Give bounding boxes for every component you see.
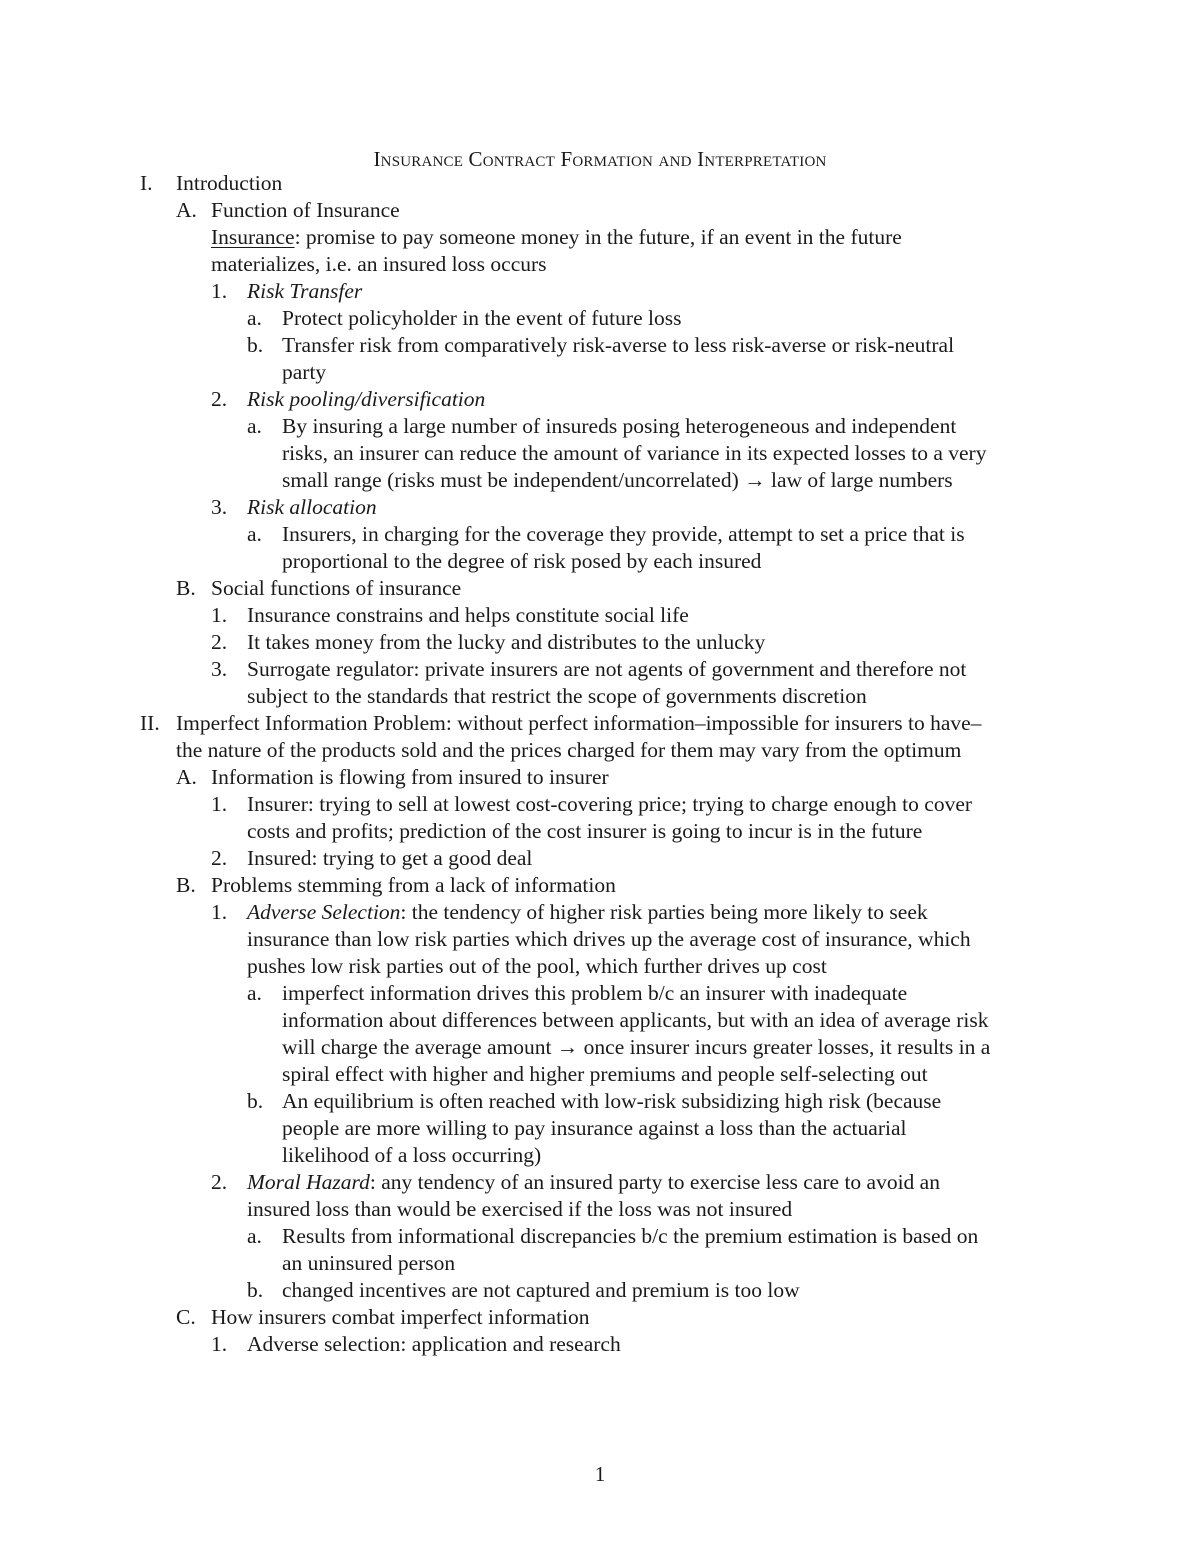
subsection-marker: C. (176, 1305, 196, 1329)
section-text: the nature of the products sold and the prices charged for them may vary from the optimum (176, 738, 962, 762)
item-text: It takes money from the lucky and distributes to the unlucky (247, 630, 766, 654)
item-marker: 2. (211, 387, 228, 411)
subitem-text: will charge the average amount → once insurer incurs greater losses, it results in a (282, 1035, 991, 1059)
item-text: Insurance constrains and helps constitute social life (247, 603, 689, 627)
definition-line (211, 224, 902, 251)
subitem-marker: a. (247, 981, 262, 1005)
subitem-text: proportional to the degree of risk posed by each insured (282, 549, 762, 573)
item-term: Moral Hazard (247, 1170, 370, 1194)
subitem-text: Protect policyholder in the event of future loss (282, 306, 682, 330)
section-marker: II. (140, 711, 160, 735)
subsection-marker: B. (176, 576, 196, 600)
item-text: pushes low risk parties out of the pool, which further drives up cost (247, 954, 827, 978)
section-heading: Introduction (176, 171, 283, 195)
item-text: insured loss than would be exercised if the loss was not insured (247, 1197, 793, 1221)
defined-term: Insurance (211, 225, 295, 249)
item-text (247, 1169, 940, 1196)
item-marker: 1. (211, 900, 228, 924)
item-marker: 2. (211, 1170, 228, 1194)
subitem-marker: a. (247, 1224, 262, 1248)
subitem-text: an uninsured person (282, 1251, 456, 1275)
subsection-marker: B. (176, 873, 196, 897)
item-text: Adverse selection: application and research (247, 1332, 621, 1356)
subitem-text: An equilibrium is often reached with low-risk subsidizing high risk (because (282, 1089, 942, 1113)
subsection-heading: Information is flowing from insured to insurer (211, 765, 609, 789)
item-text: subject to the standards that restrict the scope of governments discretion (247, 684, 867, 708)
document-title: Insurance Contract Formation and Interpretation (373, 147, 827, 171)
item-marker: 1. (211, 603, 228, 627)
subitem-text: changed incentives are not captured and premium is too low (282, 1278, 800, 1302)
definition-text: : promise to pay someone money in the future, if an event in the future (294, 225, 902, 249)
item-marker: 1. (211, 792, 228, 816)
subitem-marker: b. (247, 1089, 264, 1113)
item-heading: Risk Transfer (247, 279, 363, 303)
subitem-text: party (282, 360, 327, 384)
subitem-text: information about differences between applicants, but with an idea of average risk (282, 1008, 989, 1032)
subitem-text: Transfer risk from comparatively risk-averse to less risk-averse or risk-neutral (282, 333, 955, 357)
subitem-text: spiral effect with higher and higher premiums and people self-selecting out (282, 1062, 928, 1086)
item-text: insurance than low risk parties which drives up the average cost of insurance, which (247, 927, 971, 951)
definition-line: materializes, i.e. an insured loss occurs (211, 252, 547, 276)
subitem-text: risks, an insurer can reduce the amount of variance in its expected losses to a very (282, 441, 987, 465)
subsection-heading: Function of Insurance (211, 198, 400, 222)
item-term: Adverse Selection (247, 900, 401, 924)
item-text: Insured: trying to get a good deal (247, 846, 533, 870)
subsection-heading: Problems stemming from a lack of information (211, 873, 616, 897)
subsection-heading: Social functions of insurance (211, 576, 462, 600)
item-text (247, 899, 928, 926)
subitem-text: people are more willing to pay insurance against a loss than the actuarial (282, 1116, 907, 1140)
item-text: Insurer: trying to sell at lowest cost-covering price; trying to charge enough to cover (247, 792, 973, 816)
subitem-text: Insurers, in charging for the coverage they provide, attempt to set a price that is (282, 522, 965, 546)
section-marker: I. (140, 171, 153, 195)
item-heading: Risk allocation (247, 495, 377, 519)
subitem-marker: b. (247, 1278, 264, 1302)
item-marker: 3. (211, 657, 228, 681)
item-definition: : the tendency of higher risk parties being more likely to seek (400, 900, 928, 924)
section-text: Imperfect Information Problem: without perfect information–impossible for insurers to have– (176, 711, 982, 735)
item-definition: : any tendency of an insured party to exercise less care to avoid an (369, 1170, 940, 1194)
subitem-marker: a. (247, 522, 262, 546)
item-marker: 3. (211, 495, 228, 519)
subitem-text: likelihood of a loss occurring) (282, 1143, 542, 1167)
subitem-marker: b. (247, 333, 264, 357)
subitem-text: small range (risks must be independent/uncorrelated) → law of large numbers (282, 468, 953, 492)
subitem-marker: a. (247, 306, 262, 330)
subsection-marker: A. (176, 198, 197, 222)
item-heading: Risk pooling/diversification (247, 387, 486, 411)
item-marker: 2. (211, 846, 228, 870)
item-text: costs and profits; prediction of the cost insurer is going to incur is in the future (247, 819, 923, 843)
subsection-marker: A. (176, 765, 197, 789)
subitem-marker: a. (247, 414, 262, 438)
page-number: 1 (594, 1462, 606, 1486)
item-text: Surrogate regulator: private insurers are not agents of government and therefore not (247, 657, 967, 681)
item-marker: 1. (211, 279, 228, 303)
item-marker: 1. (211, 1332, 228, 1356)
subitem-text: imperfect information drives this problem b/c an insurer with inadequate (282, 981, 908, 1005)
subitem-text: By insuring a large number of insureds posing heterogeneous and independent (282, 414, 957, 438)
subsection-heading: How insurers combat imperfect information (211, 1305, 590, 1329)
subitem-text: Results from informational discrepancies b/c the premium estimation is based on (282, 1224, 979, 1248)
item-marker: 2. (211, 630, 228, 654)
